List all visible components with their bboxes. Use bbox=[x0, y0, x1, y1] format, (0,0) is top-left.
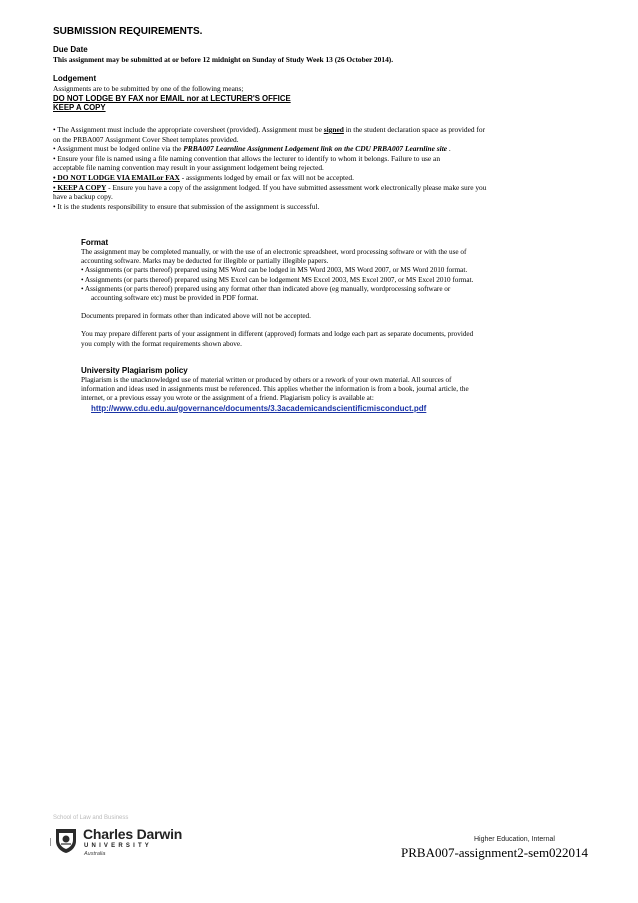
rule-file-naming: • Ensure your file is named using a file naming convention that allows the lecturer to identify to whom it belongs. Failure to use an bbox=[53, 153, 441, 163]
lodgement-section bbox=[53, 74, 598, 113]
classification-label: Higher Education, Internal bbox=[474, 836, 555, 843]
brand-name: Charles Darwin bbox=[83, 826, 183, 842]
rule-no-email-fax: • DO NOT LODGE VIA EMAILor FAX - assignments lodged by email or fax will not be accepted. bbox=[53, 172, 354, 182]
plagiarism-line-2: information and ideas used in assignments must be referenced. This applies whether the information is from a book, journal article, the bbox=[81, 385, 469, 394]
format-not-accepted: Documents prepared in formats other than indicated above will not be accepted. bbox=[81, 312, 311, 321]
plagiarism-policy-link[interactable]: http://www.cdu.edu.au/governance/documents/3.3academicandscientificmisconduct.pdf bbox=[91, 403, 427, 413]
format-bullet-word: • Assignments (or parts thereof) prepared using MS Word can be lodged in MS Word 2003, MS Word 2007, or MS Word 2010 format. bbox=[81, 266, 468, 275]
format-intro: The assignment may be completed manually, or with the use of an electronic spreadsheet, word processing software or with the use of bbox=[81, 248, 467, 256]
format-intro-cont: accounting software. Marks may be deducted for illegible or partially illegible papers. bbox=[81, 257, 329, 266]
due-date-text: This assignment may be submitted at or before 12 midnight on Sunday of Study Week 13 (26 October 2014). bbox=[53, 55, 394, 64]
plagiarism-line-1: Plagiarism is the unacknowledged use of material written or produced by others or a rework of your own material. All sources of bbox=[81, 376, 452, 384]
lodgement-label: Lodgement bbox=[53, 74, 97, 83]
due-date-label: Due Date bbox=[53, 45, 88, 54]
rule-online-lodgement: • Assignment must be lodged online via the PRBA007 Learnline Assignment Lodgement link on the CDU PRBA007 Learnline site . bbox=[53, 144, 451, 154]
lodgement-rules bbox=[53, 125, 598, 211]
format-bullet-pdf: • Assignments (or parts thereof) prepared using any format other than indicated above (eg manually, wordprocessing software or bbox=[81, 284, 451, 293]
learnline-lodgement-link[interactable]: PRBA007 Learnline Assignment Lodgement link on the CDU PRBA007 Learnline site bbox=[183, 144, 448, 154]
rule-coversheet: • The Assignment must include the appropriate coversheet (provided). Assignment must be signed in the student declaration space as provided for bbox=[53, 125, 486, 134]
lodgement-intro: Assignments are to be submitted by one of the following means; bbox=[53, 84, 244, 93]
signed-emphasis: signed bbox=[323, 125, 344, 134]
rule-responsibility: • It is the students responsibility to ensure that submission of the assignment is successful. bbox=[53, 201, 320, 211]
format-section bbox=[81, 238, 581, 349]
brand-university: UNIVERSITY bbox=[84, 843, 153, 849]
cdu-logo bbox=[55, 826, 205, 862]
format-bullet-pdf-cont: accounting software etc) must be provided in PDF format. bbox=[91, 294, 259, 303]
rule-coversheet-cont: on the PRBA007 Assignment Cover Sheet templates provided. bbox=[53, 134, 239, 144]
footer-divider bbox=[50, 838, 51, 846]
brand-country: Australia bbox=[84, 851, 106, 857]
page-heading: SUBMISSION REQUIREMENTS. bbox=[53, 26, 203, 37]
format-label: Format bbox=[81, 238, 109, 247]
keep-copy-heading: KEEP A COPY bbox=[53, 103, 106, 113]
format-parts: You may prepare different parts of your assignment in different (approved) formats and lodge each part as separate documents, provided bbox=[81, 330, 474, 339]
plagiarism-section bbox=[81, 366, 581, 413]
due-date-section bbox=[53, 45, 598, 65]
plagiarism-line-3: internet, or a previous essay you wrote or the assignment of a friend. Plagiarism policy is available at: bbox=[81, 394, 374, 403]
rule-file-naming-cont: acceptable file naming convention may result in your assignment lodgement being rejected. bbox=[53, 163, 324, 173]
lodgement-warning: DO NOT LODGE BY FAX nor EMAIL nor at LECTURER'S OFFICE bbox=[53, 93, 291, 103]
plagiarism-label: University Plagiarism policy bbox=[81, 366, 188, 375]
rule-keep-copy: • KEEP A COPY - Ensure you have a copy of the assignment lodged. If you have submitted assessment work electronically please make sure you bbox=[53, 182, 487, 192]
format-bullet-excel: • Assignments (or parts thereof) prepared using MS Excel can be lodgement MS Excel 2003, MS Excel 2007, or MS Excel 2010 format. bbox=[81, 275, 474, 284]
rule-keep-copy-cont: have a backup copy. bbox=[53, 192, 113, 202]
document-id: PRBA007-assignment2-sem022014 bbox=[401, 845, 589, 860]
format-parts-cont: you comply with the format requirements shown above. bbox=[81, 339, 242, 348]
crest-icon bbox=[55, 828, 77, 854]
faint-footer-text: School of Law and Business bbox=[53, 815, 129, 821]
